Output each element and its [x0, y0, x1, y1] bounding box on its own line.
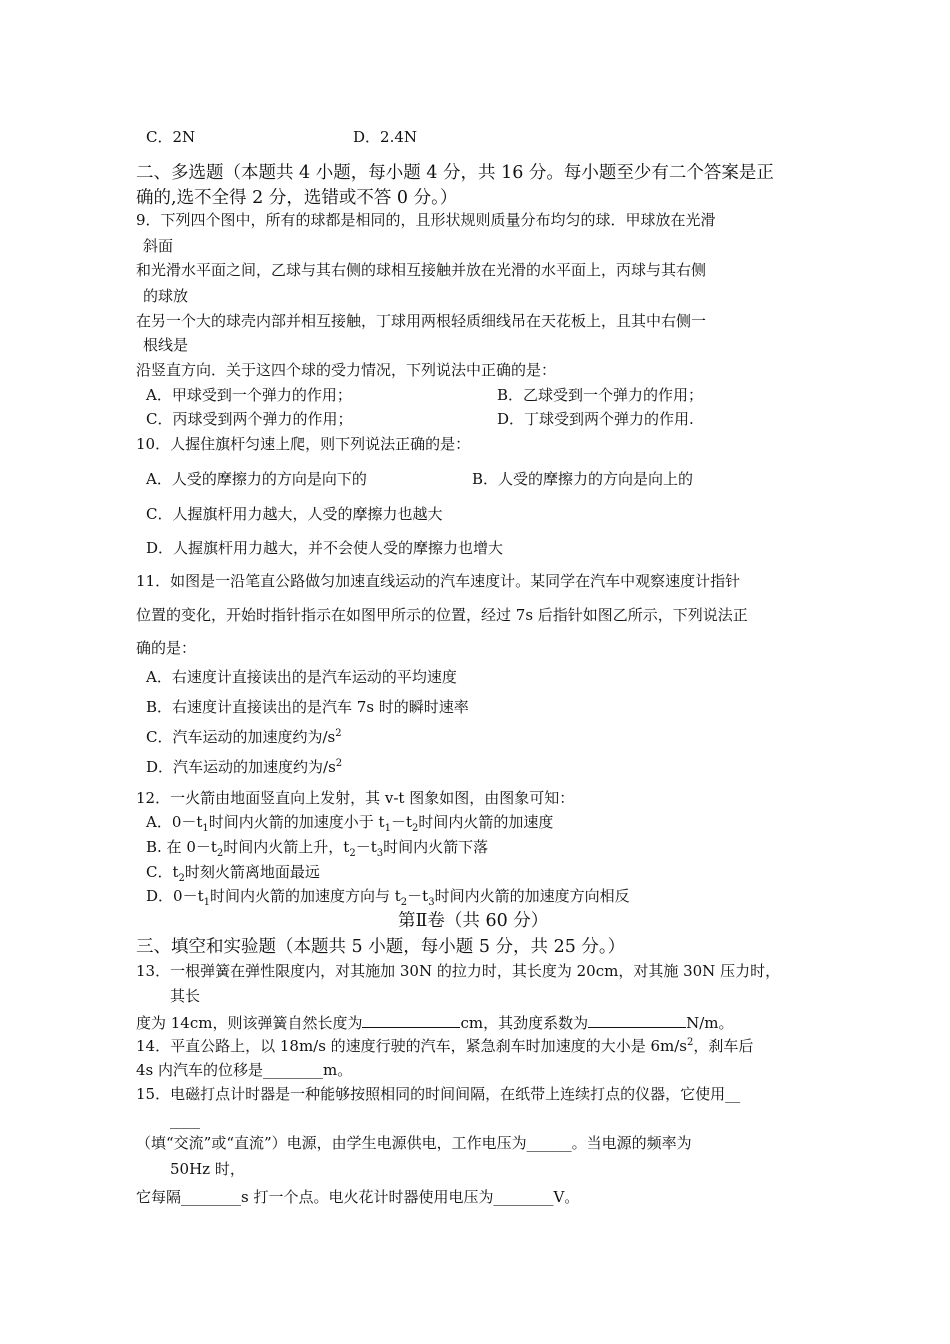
q9-stem-line1: 9．下列四个图中，所有的球都是相同的，且形状规则质量分布均匀的球．甲球放在光滑 — [136, 211, 716, 229]
q12-stem: 12．一火箭由地面竖直向上发射，其 v-t 图象如图，由图象可知： — [136, 789, 575, 807]
q12-option-c: C．$t_2$时刻火箭离地面最远 — [146, 863, 320, 884]
q13-blank-natural-length[interactable] — [362, 1011, 460, 1028]
section3-heading: 三、填空和实验题（本题共 5 小题，每小题 5 分，共 25 分。） — [136, 937, 626, 957]
q10-stem: 10．人握住旗杆匀速上爬，则下列说法正确的是： — [136, 435, 471, 453]
q10-option-d: D．人握旗杆用力越大，并不会使人受的摩擦力也增大 — [146, 539, 504, 557]
q9-stem-line6: 根线是 — [143, 336, 189, 354]
q13-stem-line2: 其长 — [170, 987, 201, 1005]
q15-stem-line1: 15．电磁打点计时器是一种能够按照相同的时间间隔，在纸带上连续打点的仪器，它使用__ — [136, 1085, 741, 1103]
q9-stem-line4: 的球放 — [143, 287, 189, 305]
q10-option-b: B．人受的摩擦力的方向是向上的 — [472, 470, 694, 488]
q10-option-c: C．人握旗杆用力越大，人受的摩擦力也越大 — [146, 505, 443, 523]
q15-stem-line5: 它每隔________s 打一个点。电火花计时器使用电压为________V。 — [136, 1188, 580, 1206]
q8-option-d: D．2.4N — [353, 128, 418, 146]
q9-option-d: D．丁球受到两个弹力的作用. — [497, 410, 694, 428]
q11-stem-line1: 11．如图是一沿笔直公路做匀加速直线运动的汽车速度计。某同学在汽车中观察速度计指针 — [136, 572, 741, 590]
q12-option-d: D．$0-t_1$时间内火箭的加速度方向与 $t_2-t_3$时间内火箭的加速度方向相反 — [146, 887, 630, 908]
q9-stem-line2: 斜面 — [143, 237, 174, 255]
q9-option-c: C．丙球受到两个弹力的作用； — [146, 410, 353, 428]
q15-stem-line4: 50Hz 时， — [170, 1160, 245, 1178]
q11-stem-line2: 位置的变化，开始时指针指示在如图甲所示的位置，经过 7s 后指针如图乙所示，下列说法正 — [136, 606, 748, 624]
q11-stem-line3: 确的是： — [136, 639, 197, 657]
q8-option-c: C．2N — [146, 128, 196, 146]
q11-option-c: C．汽车运动的加速度约为$/s^2$ — [146, 728, 342, 746]
part2-title: 第Ⅱ卷（共 60 分） — [398, 911, 549, 931]
q11-option-a: A．右速度计直接读出的是汽车运动的平均速度 — [146, 668, 457, 686]
q13-blank-stiffness[interactable] — [588, 1011, 686, 1028]
q13-stem-line3: 度为 14cm，则该弹簧自然长度为 cm，其劲度系数为 N/m。 — [136, 1011, 734, 1033]
q10-option-a: A．人受的摩擦力的方向是向下的 — [146, 470, 367, 488]
section2-heading-line1: 二、多选题（本题共 4 小题，每小题 4 分，共 16 分。每小题至少有二个答案是正 — [136, 163, 774, 183]
q15-stem-line3: （填“交流”或“直流”）电源，由学生电源供电，工作电压为______。当电源的频率为 — [136, 1134, 692, 1152]
q11-option-d: D．汽车运动的加速度约为$/s^2$ — [146, 758, 343, 776]
q14-stem-line1: 14．平直公路上，以 18m/s 的速度行驶的汽车，紧急刹车时加速度的大小是 $6m/s^2$，刹车后 — [136, 1037, 754, 1055]
q9-stem-line7: 沿竖直方向．关于这四个球的受力情况，下列说法中正确的是： — [136, 361, 557, 379]
q9-option-a: A．甲球受到一个弹力的作用； — [146, 386, 352, 404]
q12-option-a: A．$0-t_1$时间内火箭的加速度小于 $t_1-t_2$时间内火箭的加速度 — [146, 813, 554, 834]
q12-option-b: B. 在 $0-t_2$时间内火箭上升，$t_2-t_3$时间内火箭下落 — [146, 838, 489, 859]
q13-stem-line1: 13．一根弹簧在弹性限度内，对其施加 30N 的拉力时，其长度为 20cm，对其施 30N 压力时， — [136, 962, 781, 980]
q14-stem-line2: 4s 内汽车的位移是________m。 — [136, 1061, 353, 1079]
q11-option-b: B．右速度计直接读出的是汽车 7s 时的瞬时速率 — [146, 698, 469, 716]
q9-option-b: B．乙球受到一个弹力的作用； — [497, 386, 704, 404]
q9-stem-line5: 在另一个大的球壳内部并相互接触，丁球用两根轻质细线吊在天花板上，且其中右侧一 — [136, 312, 707, 330]
q9-stem-line3: 和光滑水平面之间，乙球与其右侧的球相互接触并放在光滑的水平面上，丙球与其右侧 — [136, 261, 707, 279]
section2-heading-line2: 确的,选不全得 2 分，选错或不答 0 分。） — [136, 188, 458, 208]
q15-stem-line2: ____ — [170, 1111, 200, 1129]
